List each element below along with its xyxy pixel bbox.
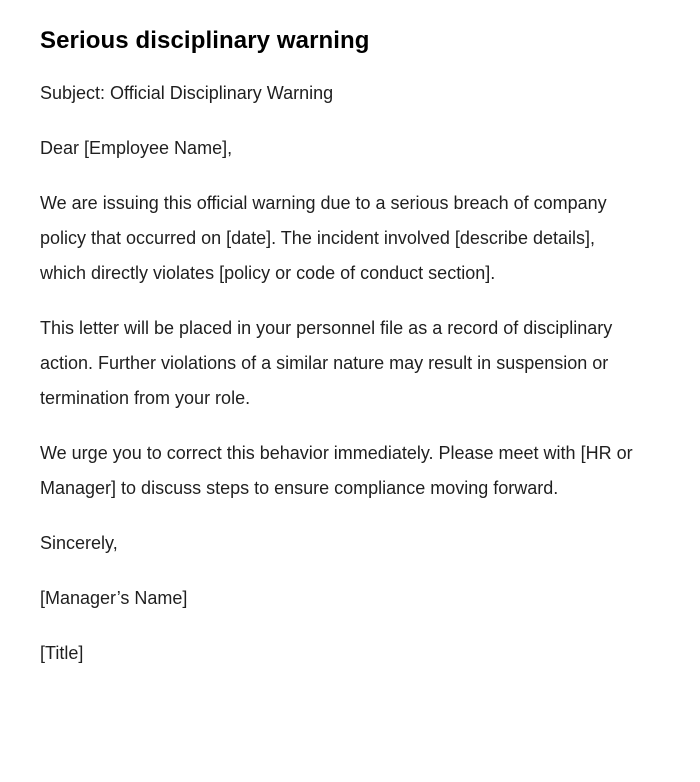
page-title: Serious disciplinary warning [40, 27, 370, 54]
body-paragraph-3: We urge you to correct this behavior immediately. Please meet with [HR or Manager] to discuss steps to ensure compliance moving forward. [40, 443, 633, 498]
closing: Sincerely, [40, 533, 118, 553]
body-paragraph-1: We are issuing this official warning due to a serious breach of company policy that occurred on [date]. The incident involved [describe details], which directly violates [policy or code of conduct section]. [40, 193, 607, 283]
salutation: Dear [Employee Name], [40, 138, 233, 158]
letter-body [40, 76, 640, 671]
body-paragraph-2: This letter will be placed in your personnel file as a record of disciplinary action. Further violations of a similar nature may result in suspension or termination from your role. [40, 318, 613, 408]
subject-line: Subject: Official Disciplinary Warning [40, 83, 334, 103]
signature-title: [Title] [40, 643, 84, 663]
signature-name: [Manager’s Name] [40, 588, 188, 608]
